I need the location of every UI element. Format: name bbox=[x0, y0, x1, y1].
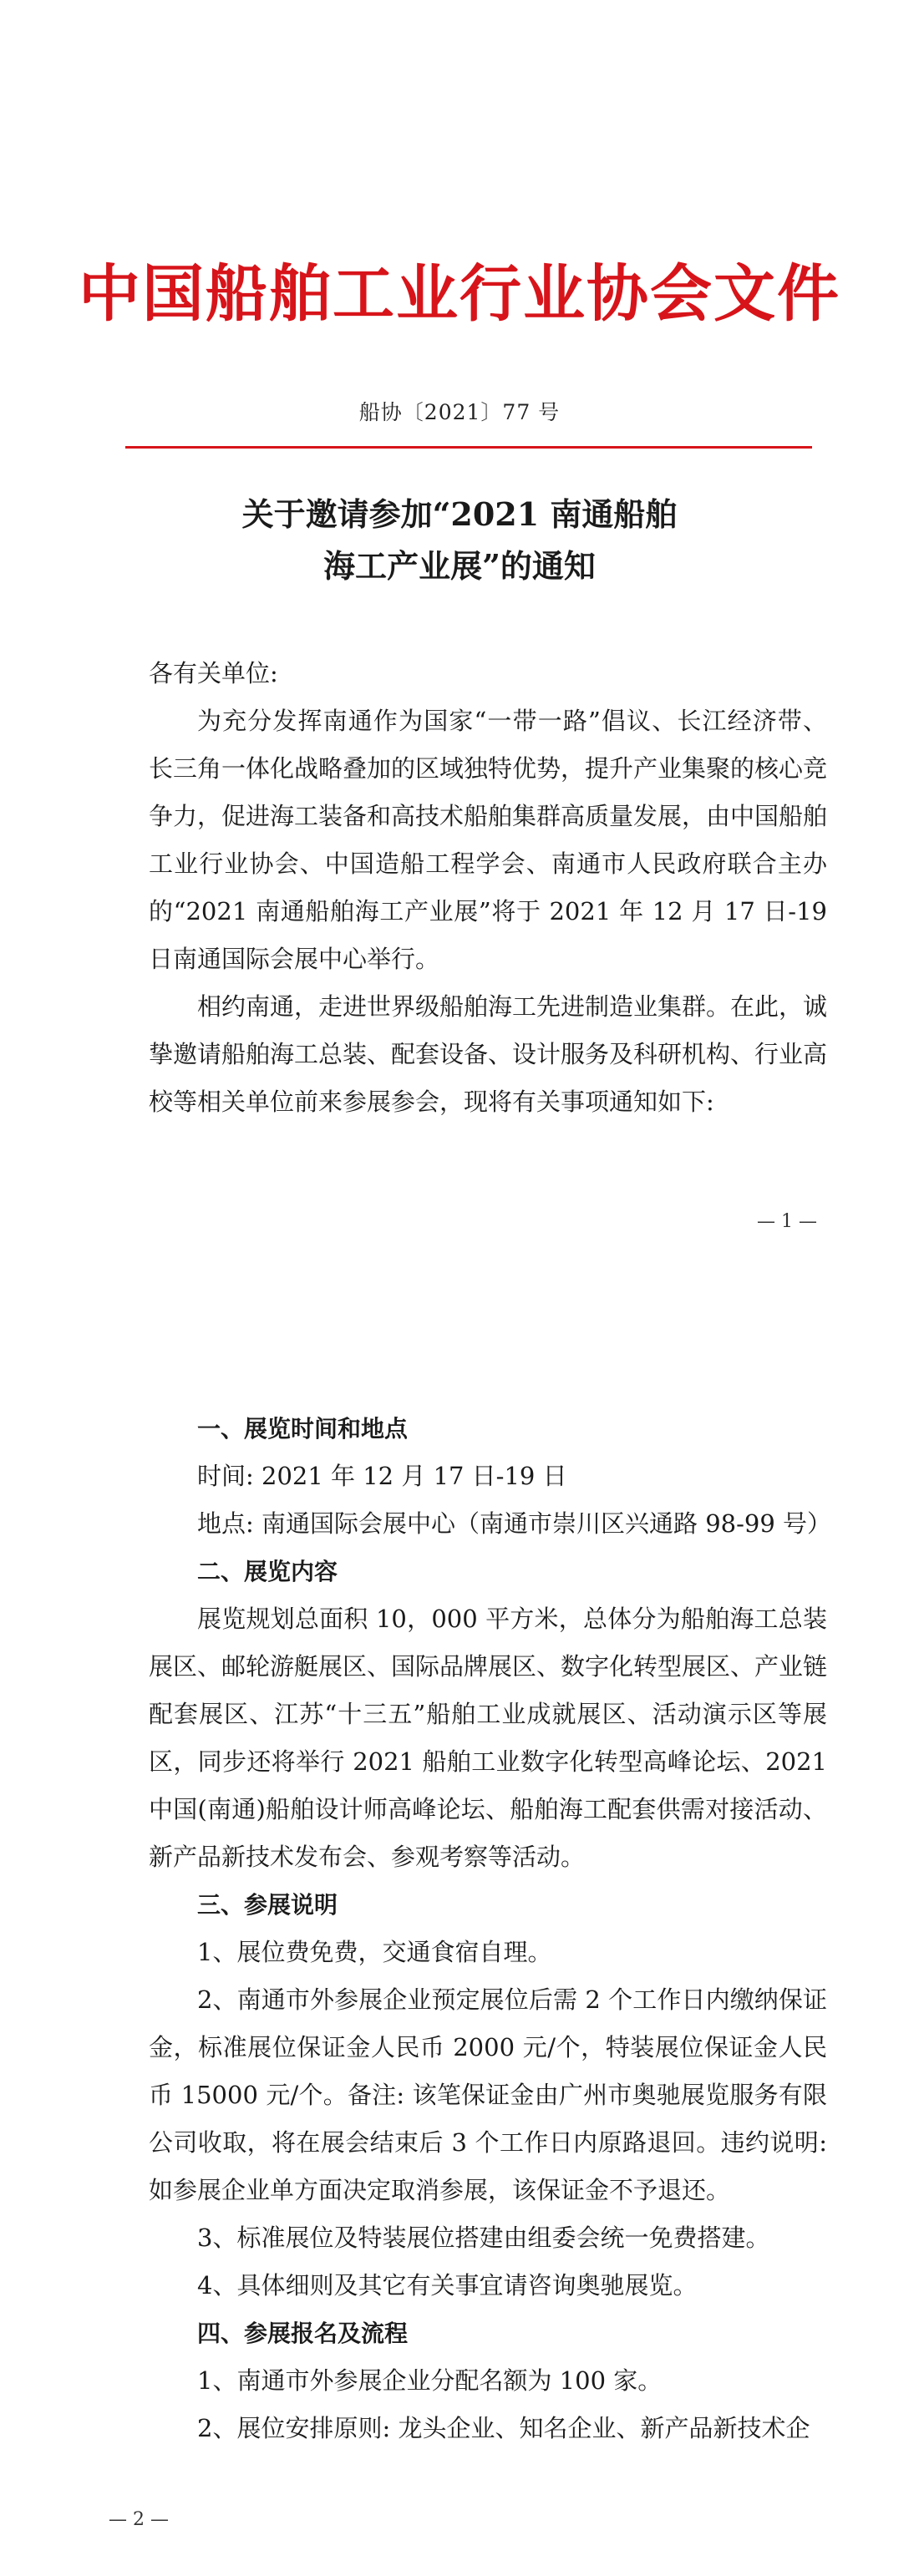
place-line: 地点: 南通国际会展中心（南通市崇川区兴通路 98-99 号） bbox=[197, 1509, 832, 1538]
page-number-2: — 2 — bbox=[109, 2509, 169, 2530]
exhibitor-note-2: 2、南通市外参展企业预定展位后需 2 个工作日内缴纳保证金，标准展位保证金人民币 2000 元/个，特装展位保证金人民币 15000 元/个。备注: 该笔保证金由广州市奥驰展览服务有限公司收取，将在展会结束后 3 个工作日内原路退回。违约说明: 如参展企业单方面决定取消参展，该保证金不予退还。 bbox=[149, 1985, 827, 2204]
exhibitor-note-4: 4、具体细则及其它有关事宜请咨询奥驰展览。 bbox=[197, 2271, 698, 2300]
exhibitor-note-1: 1、展位费免费，交通食宿自理。 bbox=[197, 1938, 552, 1966]
section-heading-1: 一、展览时间和地点 bbox=[197, 1415, 409, 1443]
exhibition-content-paragraph: 展览规划总面积 10，000 平方米，总体分为船舶海工总装展区、邮轮游艇展区、国际品牌展区、数字化转型展区、产业链配套展区、江苏“十三五”船舶工业成就展区、活动演示区等展区，同步还将举行 2021 船舶工业数字化转型高峰论坛、2021 中国(南通)船舶设计师高峰论坛、船舶海工配套供需对接活动、新产品新技术发布会、参观考察等活动。 bbox=[149, 1605, 828, 1871]
registration-item-1: 1、南通市外参展企业分配名额为 100 家。 bbox=[197, 2366, 663, 2395]
salutation: 各有关单位: bbox=[149, 659, 278, 687]
intro-paragraph: 为充分发挥南通作为国家“一带一路”倡议、长江经济带、长三角一体化战略叠加的区域独特优势，提升产业集聚的核心竞争力，促进海工装备和高技术船舶集群高质量发展，由中国船舶工业行业协会、中国造船工程学会、南通市人民政府联合主办的“2021 南通船舶海工产业展”将于 2021 年 12 月 17 日-19 日南通国际会展中心举行。 bbox=[149, 707, 828, 973]
red-divider-line bbox=[125, 446, 812, 449]
page2-body bbox=[149, 1405, 832, 2452]
registration-item-2: 2、展位安排原则: 龙头企业、知名企业、新产品新技术企 bbox=[197, 2414, 810, 2442]
document-number: 船协〔2021〕77 号 bbox=[358, 400, 561, 424]
time-line: 时间: 2021 年 12 月 17 日-19 日 bbox=[197, 1462, 567, 1490]
notice-title-line-1: 关于邀请参加“2021 南通船舶 bbox=[241, 495, 678, 533]
notice-title-line-2: 海工产业展”的通知 bbox=[323, 547, 596, 585]
document-page-2 bbox=[0, 1288, 919, 2576]
section-heading-2: 二、展览内容 bbox=[197, 1558, 338, 1585]
page-number-1: — 1 — bbox=[757, 1211, 817, 1232]
document-header-title: 中国船舶工业行业协会文件 bbox=[79, 258, 840, 330]
page1-body bbox=[149, 697, 827, 1126]
section-heading-4: 四、参展报名及流程 bbox=[197, 2320, 409, 2347]
section-heading-3: 三、参展说明 bbox=[197, 1891, 338, 1919]
invitation-paragraph: 相约南通，走进世界级船舶海工先进制造业集群。在此，诚挚邀请船舶海工总装、配套设备、设计服务及科研机构、行业高校等相关单位前来参展参会，现将有关事项通知如下: bbox=[149, 992, 828, 1116]
notice-title bbox=[0, 489, 919, 592]
exhibitor-note-3: 3、标准展位及特装展位搭建由组委会统一免费搭建。 bbox=[197, 2224, 770, 2252]
